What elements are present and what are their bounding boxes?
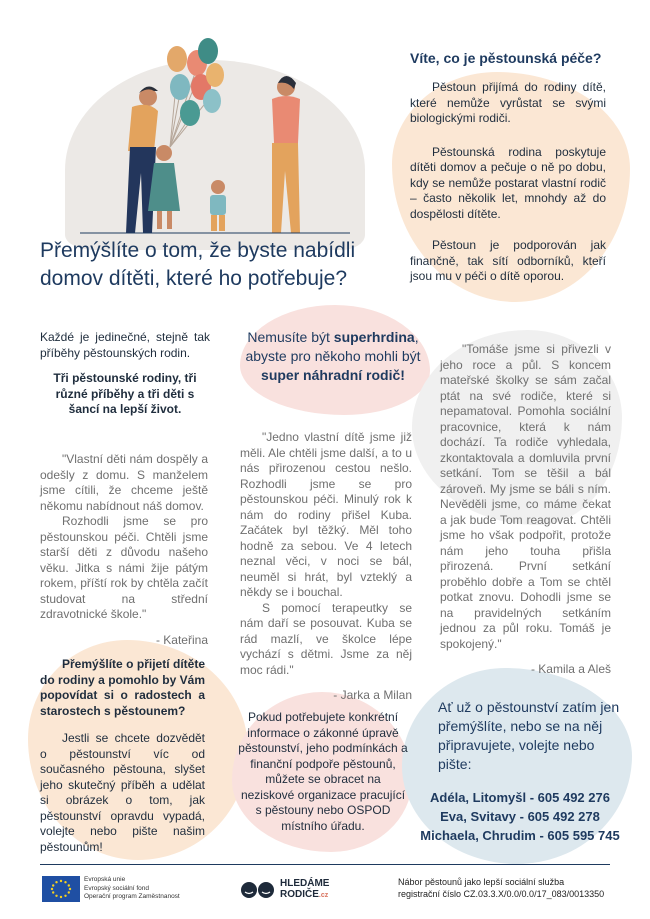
footer-divider	[40, 864, 610, 865]
superhero-line-3: super náhradní rodič!	[261, 367, 405, 383]
story-kamila-ales-author: - Kamila a Aleš	[530, 662, 611, 676]
stories-intro-text: Každé je jedinečné, stejně tak příběhy pěstounských rodin.	[40, 330, 210, 360]
intro-section	[410, 50, 606, 285]
peer-contact-text: Jestli se chcete dozvědět o pěstounství víc od současného pěstouna, slyšet jeho skutečný příběh a udělat si obrázek o tom, jak pěstounství opravdu vypadá, volejte nebo pište našim pěstounům!	[40, 731, 205, 854]
boy-figure	[210, 180, 226, 231]
eu-text: Evropská unie Evropský sociální fond Operační program Zaměstnanost	[84, 876, 180, 900]
contact-eva[interactable]: Eva, Svitavy - 605 492 278	[440, 809, 600, 824]
story-jarka-milan	[240, 430, 412, 704]
story-jarka-milan-author: - Jarka a Milan	[333, 688, 412, 702]
story-katerina	[40, 452, 208, 648]
intro-paragraph-2: Pěstounská rodina poskytuje dítěti domov a pečuje o ně po dobu, kdy se nemůže postarat vlastní rodič – často několik let, mnohdy až do dospělosti dítěte.	[410, 144, 606, 221]
story-katerina-author: - Kateřina	[155, 632, 208, 647]
story-kamila-ales	[440, 342, 611, 678]
page-title: Přemýšlíte o tom, že byste nabídli domov dítěti, které ho potřebuje?	[40, 239, 356, 290]
mother-figure	[272, 76, 300, 233]
contact-michaela[interactable]: Michaela, Chrudim - 605 595 745	[420, 828, 620, 843]
logo-line-2: RODIČE.cz	[280, 889, 329, 900]
superhero-callout	[228, 328, 438, 385]
contact-adela[interactable]: Adéla, Litomyšl - 605 492 276	[430, 790, 610, 805]
faces-icon	[240, 880, 276, 900]
stories-intro-bold: Tři pěstounské rodiny, tři různé příběhy a tři děti s šancí na lepší život.	[53, 371, 197, 416]
logo-line-1: HLEDÁME	[280, 878, 330, 889]
father-figure	[126, 86, 158, 233]
story-jarka-milan-p1: "Jedno vlastní dítě jsme již měli. Ale chtěli jsme další, a to u nás přirozenou cestou nešlo. Rozhodli jsme se pro pěstounskou péči. Minulý rok k nám do rodiny přišel Kuba. Začátek byl těžký. Měl toho hodně za sebou. Ve 4 letech neznal věci, v noci se bál, neuměl si hrát, byl vzteklý a někdy se i bouchal.	[240, 430, 412, 599]
family-illustration	[60, 35, 360, 235]
contact-list	[420, 788, 620, 845]
contact-section	[420, 698, 620, 845]
contact-lead: Ať už o pěstounství zatím jen přemýšlíte, nebo se na něj připravujete, volejte nebo pište:	[438, 699, 620, 772]
info-section	[238, 710, 408, 834]
peer-contact-section	[40, 657, 205, 855]
project-info: Nábor pěstounů jako lepší sociální služba registrační číslo CZ.03.3.X/0.0/0.0/17_083/0013350	[398, 877, 605, 899]
eu-logo	[42, 876, 80, 902]
story-katerina-p2: Rozhodli jsme se pro pěstounskou péči. Chtěli jsme starší děti z důvodu našeho věku. Jitka s námi žije pátým rokem, příští rok by chtěla začít studovat na střední zdravotnické škole."	[40, 514, 208, 621]
balloons	[167, 38, 224, 147]
intro-paragraph-1: Pěstoun přijímá do rodiny dítě, které nemůže vyrůstat se svými biologickými rodiči.	[410, 80, 606, 125]
stories-intro	[40, 330, 210, 418]
info-text: Pokud potřebujete konkrétní informace o zákonné úpravě pěstounství, jeho podmínkách a finanční podpoře pěstounů, můžete se obracet na neziskové organizace pracující s pěstouny nebo OSPOD místního úřadu.	[238, 710, 408, 833]
story-kamila-ales-p1: "Tomáše jsme si přivezli v jeho roce a půl. S koncem mateřské školky se sám začal ptát na své rodiče, které si nepamatoval. Pomohla sociální pracovnice, která k nám dochází. Ta rodiče vyhledala, zkontaktovala a domluvila první setkání. Tom se těšil a bál zároveň. My jsme se báli s ním. Nevěděli jsme, co máme čekat a jak bude Tom reagovat. Chtěli jsme ho však podpořit, protože nám jeho touha přišla přirozená. První setkání proběhlo dobře a Tom se chtěl potkat znovu. Dohodli jsme se na pravidelných setkáním jednou za půl roku. Tomáš je spokojený."	[440, 342, 611, 651]
superhero-line-1: Nemusíte být superhrdina,	[247, 329, 419, 345]
intro-paragraph-3: Pěstoun je podporován jak finančně, tak sítí odborníků, kteří jsou mu v péči o dítě oporou.	[410, 238, 606, 283]
story-katerina-p1: "Vlastní děti nám dospěly a odešly z domu. S manželem jsme cítili, že chceme ještě někomu nabídnout náš domov.	[40, 452, 208, 513]
eu-stars-icon	[42, 876, 80, 902]
hledame-rodice-logo	[240, 876, 340, 904]
intro-heading: Víte, co je pěstounská péče?	[410, 50, 602, 66]
peer-contact-question: Přemýšlíte o přijetí dítěte do rodiny a pomohlo by Vám popovídat si o radostech a starostech s pěstounem?	[40, 657, 205, 718]
superhero-line-2: abyste pro někoho mohli být	[245, 348, 421, 364]
story-jarka-milan-p2: S pomocí terapeutky se nám daří se posouvat. Kuba se rád mazlí, ve školce lépe vychází s dětmi. Jsme za něj moc rádi."	[240, 600, 412, 677]
